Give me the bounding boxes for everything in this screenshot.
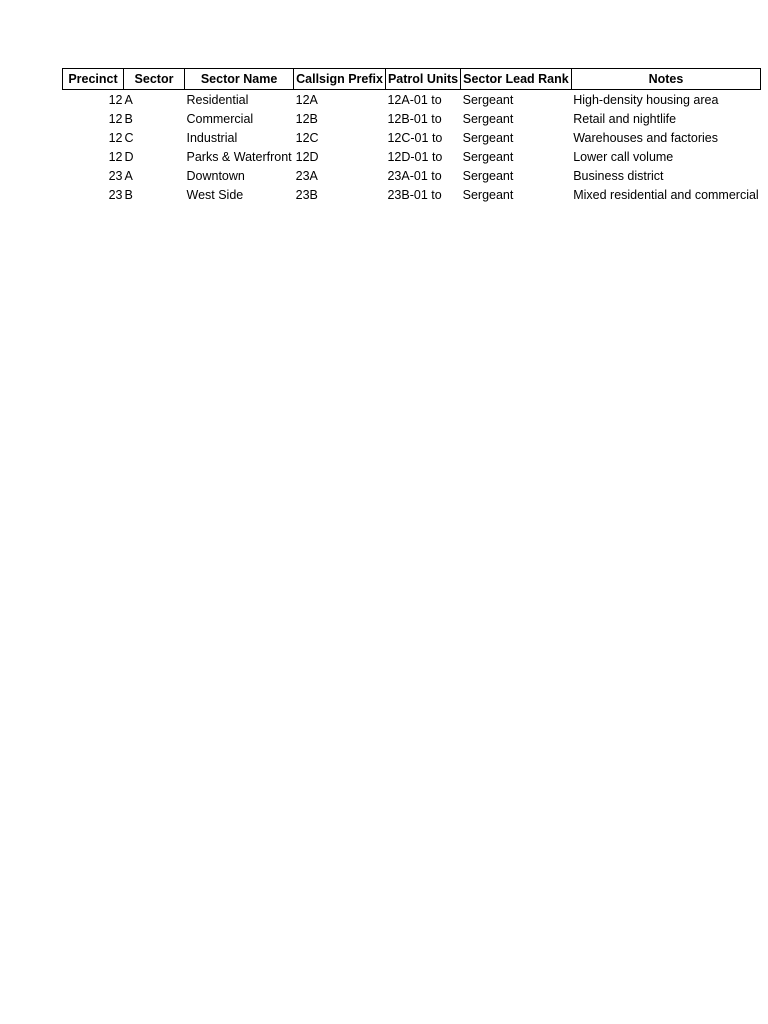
cell-precinct[interactable]: 23 xyxy=(108,187,123,202)
precinct-sector-table xyxy=(62,68,761,204)
cell-callsign-prefix[interactable]: 23B xyxy=(295,187,318,202)
table-row xyxy=(63,147,761,166)
cell-precinct[interactable]: 12 xyxy=(108,92,123,107)
cell-sector-name[interactable]: Commercial xyxy=(186,111,254,126)
cell-sector-name[interactable]: Downtown xyxy=(186,168,245,183)
cell-sector[interactable]: D xyxy=(124,149,134,164)
cell-sector-name[interactable]: Residential xyxy=(186,92,249,107)
table-row xyxy=(63,185,761,204)
table-row xyxy=(63,128,761,147)
cell-notes[interactable]: Business district xyxy=(573,168,664,183)
header-notes[interactable]: Notes xyxy=(571,69,761,90)
cell-callsign-prefix[interactable]: 12D xyxy=(295,149,319,164)
spreadsheet-sheet xyxy=(62,68,761,204)
cell-lead-rank[interactable]: Sergeant xyxy=(462,130,514,145)
cell-lead-rank[interactable]: Sergeant xyxy=(462,168,514,183)
header-sector-name[interactable]: Sector Name xyxy=(185,69,294,90)
table-row xyxy=(63,166,761,185)
cell-precinct[interactable]: 23 xyxy=(108,168,123,183)
cell-sector[interactable]: B xyxy=(124,187,133,202)
cell-sector[interactable]: A xyxy=(124,168,133,183)
header-callsign-prefix[interactable]: Callsign Prefix xyxy=(294,69,386,90)
header-patrol-units[interactable]: Patrol Units xyxy=(385,69,460,90)
cell-callsign-prefix[interactable]: 12A xyxy=(295,92,318,107)
cell-lead-rank[interactable]: Sergeant xyxy=(462,111,514,126)
table-row xyxy=(63,90,761,110)
cell-notes[interactable]: Retail and nightlife xyxy=(573,111,677,126)
header-sector[interactable]: Sector xyxy=(124,69,185,90)
cell-precinct[interactable]: 12 xyxy=(108,111,123,126)
cell-sector[interactable]: A xyxy=(124,92,133,107)
cell-notes[interactable]: Lower call volume xyxy=(573,149,674,164)
header-row xyxy=(63,69,761,90)
cell-patrol-units[interactable]: 12A-01 to xyxy=(387,92,442,107)
cell-sector-name[interactable]: Parks & Waterfront xyxy=(186,149,292,164)
cell-patrol-units[interactable]: 12B-01 to xyxy=(387,111,442,126)
table-row xyxy=(63,109,761,128)
cell-callsign-prefix[interactable]: 12B xyxy=(295,111,318,126)
cell-lead-rank[interactable]: Sergeant xyxy=(462,92,514,107)
cell-notes[interactable]: Warehouses and factories xyxy=(573,130,718,145)
cell-lead-rank[interactable]: Sergeant xyxy=(462,187,514,202)
cell-notes[interactable]: High-density housing area xyxy=(573,92,719,107)
header-precinct[interactable]: Precinct xyxy=(63,69,124,90)
cell-patrol-units[interactable]: 12C-01 to xyxy=(387,130,443,145)
cell-sector[interactable]: C xyxy=(124,130,134,145)
cell-patrol-units[interactable]: 23B-01 to xyxy=(387,187,442,202)
cell-patrol-units[interactable]: 12D-01 to xyxy=(387,149,443,164)
cell-patrol-units[interactable]: 23A-01 to xyxy=(387,168,442,183)
cell-callsign-prefix[interactable]: 12C xyxy=(295,130,319,145)
cell-sector-name[interactable]: West Side xyxy=(186,187,244,202)
cell-callsign-prefix[interactable]: 23A xyxy=(295,168,318,183)
cell-precinct[interactable]: 12 xyxy=(108,149,123,164)
cell-lead-rank[interactable]: Sergeant xyxy=(462,149,514,164)
header-sector-lead-rank[interactable]: Sector Lead Rank xyxy=(461,69,572,90)
cell-sector-name[interactable]: Industrial xyxy=(186,130,238,145)
cell-sector[interactable]: B xyxy=(124,111,133,126)
cell-notes[interactable]: Mixed residential and commercial xyxy=(573,187,759,202)
cell-precinct[interactable]: 12 xyxy=(108,130,123,145)
